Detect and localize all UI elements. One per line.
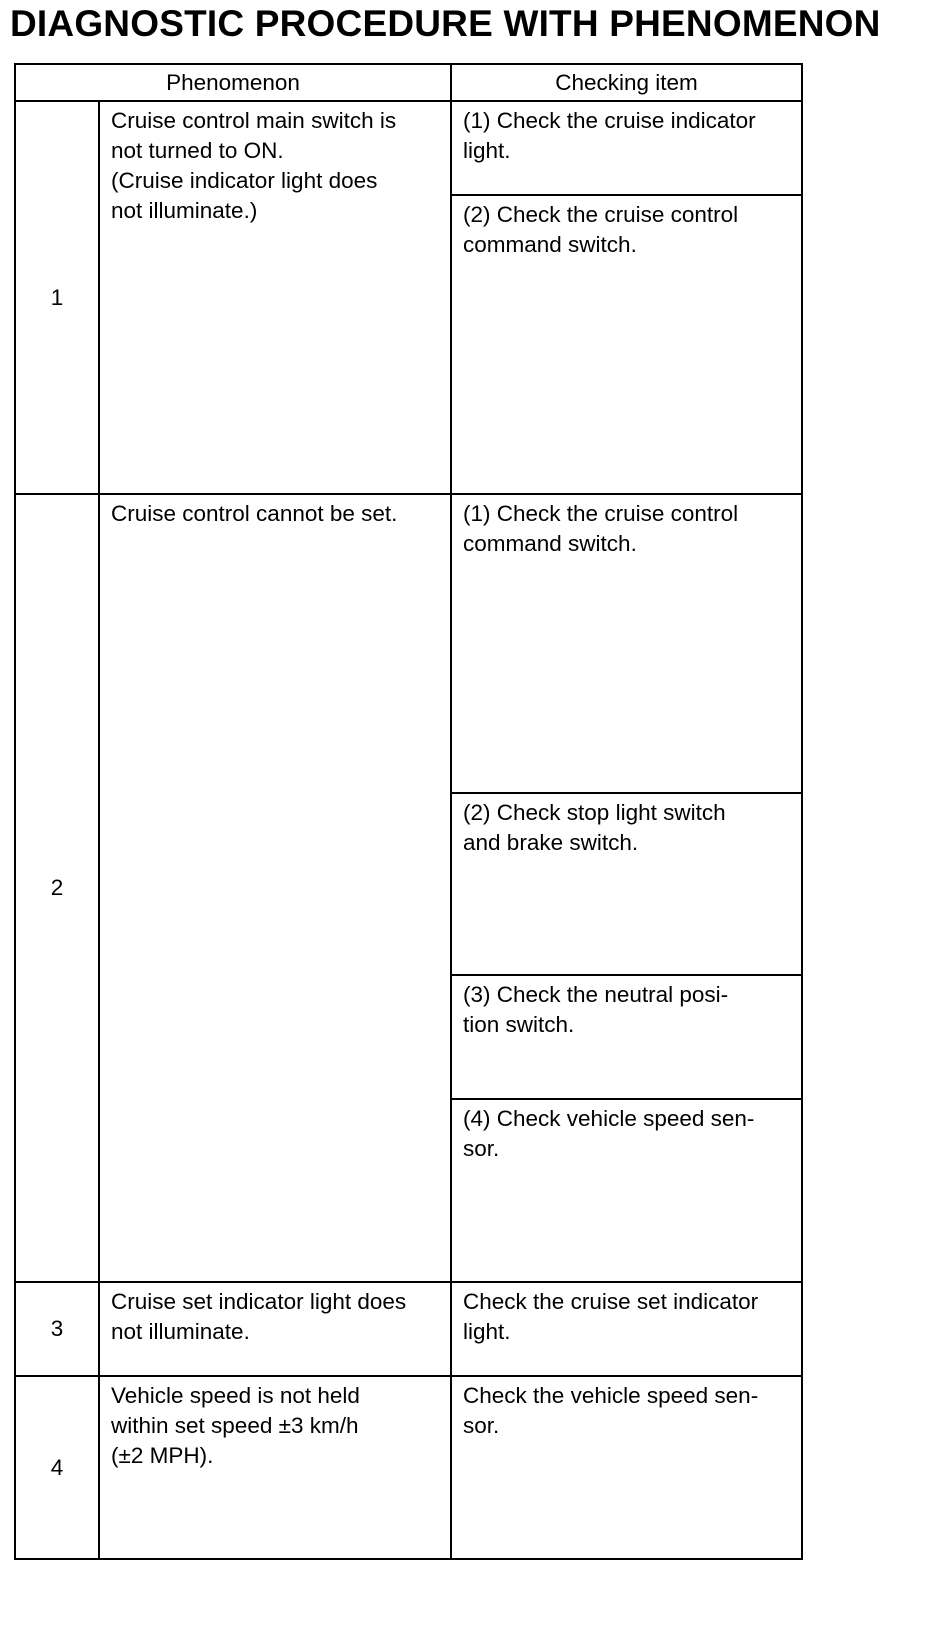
- page-title: DIAGNOSTIC PROCEDURE WITH PHENOMENON: [10, 3, 881, 44]
- phenomenon-cell: Cruise control cannot be set.: [99, 494, 451, 1282]
- checking-item-cell: (1) Check the cruise control command switch.: [451, 494, 802, 793]
- phenomenon-cell: Vehicle speed is not held within set speed ±3 km/h (±2 MPH).: [99, 1376, 451, 1559]
- row-number: 2: [15, 494, 99, 1282]
- header-checking-item: Checking item: [451, 64, 802, 101]
- checking-item-cell: (4) Check vehicle speed sen- sor.: [451, 1099, 802, 1282]
- row-number: 3: [15, 1282, 99, 1376]
- checking-item-cell: Check the cruise set indicator light.: [451, 1282, 802, 1376]
- table-row: [15, 1376, 802, 1559]
- table-row: [15, 1282, 802, 1376]
- checking-item-cell: (1) Check the cruise indicator light.: [451, 101, 802, 195]
- table-row: [15, 101, 802, 195]
- diagnostic-table: [14, 63, 803, 1560]
- checking-item-cell: (2) Check stop light switch and brake switch.: [451, 793, 802, 975]
- checking-item-cell: Check the vehicle speed sen- sor.: [451, 1376, 802, 1559]
- checking-item-cell: (2) Check the cruise control command switch.: [451, 195, 802, 494]
- checking-item-cell: (3) Check the neutral posi- tion switch.: [451, 975, 802, 1099]
- table-header-row: [15, 64, 802, 101]
- phenomenon-cell: Cruise set indicator light does not illuminate.: [99, 1282, 451, 1376]
- header-phenomenon: Phenomenon: [15, 64, 451, 101]
- phenomenon-cell: Cruise control main switch is not turned to ON. (Cruise indicator light does not illuminate.): [99, 101, 451, 494]
- row-number: 4: [15, 1376, 99, 1559]
- table-row: [15, 494, 802, 793]
- row-number: 1: [15, 101, 99, 494]
